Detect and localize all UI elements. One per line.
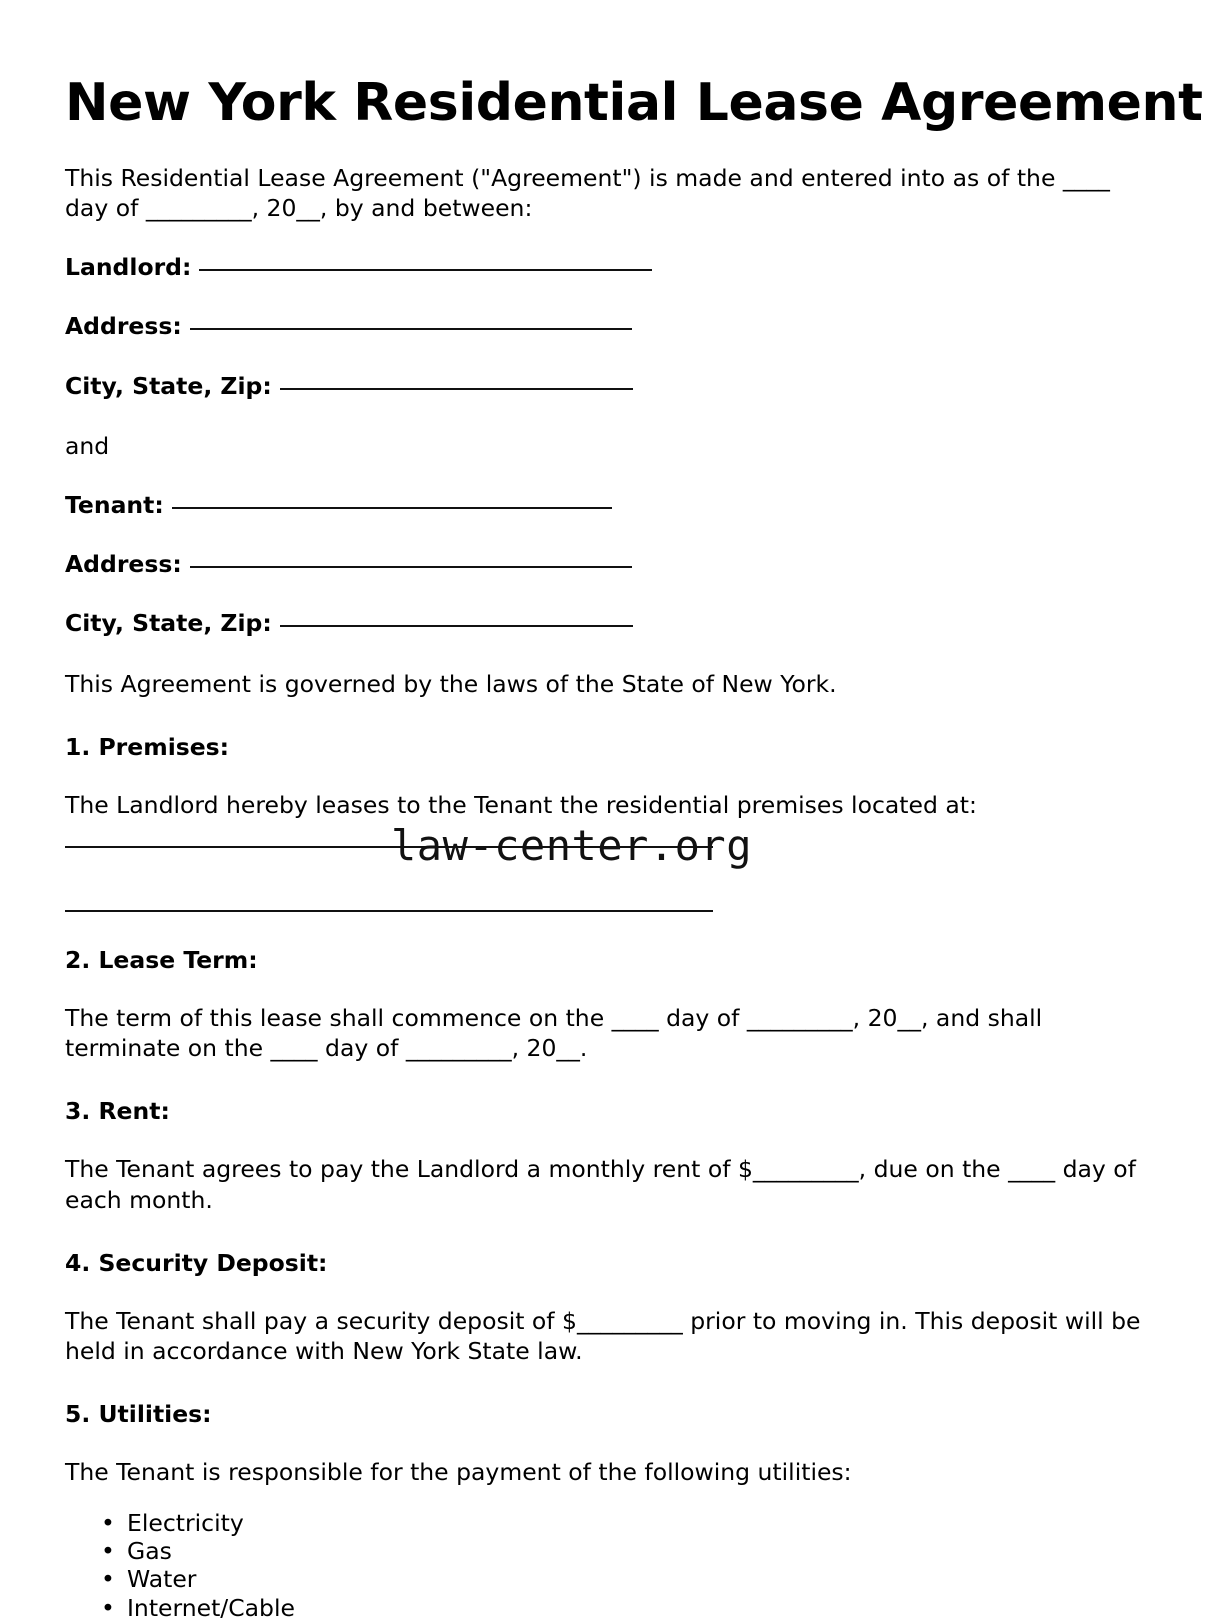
security-deposit-body: The Tenant shall pay a security deposit of $_________ prior to moving in. This deposit will be held in accordance with New York State law. (65, 1306, 1141, 1365)
landlord-name-blank[interactable] (199, 269, 652, 271)
tenant-city-state-zip-field[interactable] (65, 579, 1166, 638)
tenant-address-label: Address: (65, 549, 182, 578)
parties-conjunction: and (65, 431, 110, 460)
tenant-city-state-zip-blank[interactable] (280, 625, 633, 627)
bullet-icon: • (101, 1565, 115, 1594)
list-item-label: Gas (127, 1537, 172, 1566)
lease-term-body: The term of this lease shall commence on the ____ day of _________, 20__, and shall terminate on the ____ day of _________, 20__. (65, 1004, 1043, 1063)
landlord-address-blank[interactable] (190, 328, 632, 330)
section-heading-security-deposit: 4. Security Deposit: (65, 1248, 328, 1277)
landlord-address-label: Address: (65, 312, 182, 341)
premises-address-blank-line-2[interactable] (65, 910, 713, 912)
landlord-city-state-zip-label: City, State, Zip: (65, 371, 272, 400)
bullet-icon: • (101, 1593, 115, 1622)
bullet-icon: • (101, 1509, 115, 1538)
landlord-address-field[interactable] (65, 282, 1166, 341)
tenant-address-blank[interactable] (190, 566, 632, 568)
tenant-name-label: Tenant: (65, 490, 164, 519)
list-item-label: Electricity (127, 1509, 244, 1538)
watermark-text: law-center.org (391, 821, 753, 871)
list-item (65, 1565, 1166, 1593)
tenant-city-state-zip-label: City, State, Zip: (65, 608, 272, 637)
list-item (65, 1509, 1166, 1537)
landlord-name-field[interactable] (65, 223, 1166, 282)
section-heading-lease-term: 2. Lease Term: (65, 946, 258, 975)
intro-paragraph: This Residential Lease Agreement ("Agreement") is made and entered into as of the ____ day of _________, 20__, by and between: (65, 164, 1110, 223)
landlord-name-label: Landlord: (65, 253, 192, 282)
tenant-name-blank[interactable] (172, 507, 612, 509)
tenant-address-field[interactable] (65, 520, 1166, 579)
landlord-city-state-zip-field[interactable] (65, 342, 1166, 401)
list-item-label: Internet/Cable (127, 1593, 295, 1622)
governing-law-paragraph: This Agreement is governed by the laws of the State of New York. (65, 669, 837, 698)
premises-body: The Landlord hereby leases to the Tenant the residential premises located at: (65, 791, 977, 820)
list-item (65, 1537, 1166, 1565)
landlord-city-state-zip-blank[interactable] (280, 388, 633, 390)
premises-blank-lines (65, 820, 1166, 912)
section-heading-utilities: 5. Utilities: (65, 1399, 212, 1428)
utilities-body: The Tenant is responsible for the payment of the following utilities: (65, 1457, 852, 1486)
bullet-icon: • (101, 1537, 115, 1566)
section-heading-premises: 1. Premises: (65, 733, 230, 762)
premises-address-blank-line-1[interactable] (65, 846, 713, 848)
list-item-label: Water (127, 1565, 197, 1594)
section-heading-rent: 3. Rent: (65, 1097, 170, 1126)
page-title: New York Residential Lease Agreement (65, 73, 1203, 133)
utilities-list (65, 1487, 1166, 1622)
tenant-name-field[interactable] (65, 461, 1166, 520)
rent-body: The Tenant agrees to pay the Landlord a monthly rent of $_________, due on the ____ day of each month. (65, 1155, 1136, 1214)
list-item (65, 1594, 1166, 1622)
